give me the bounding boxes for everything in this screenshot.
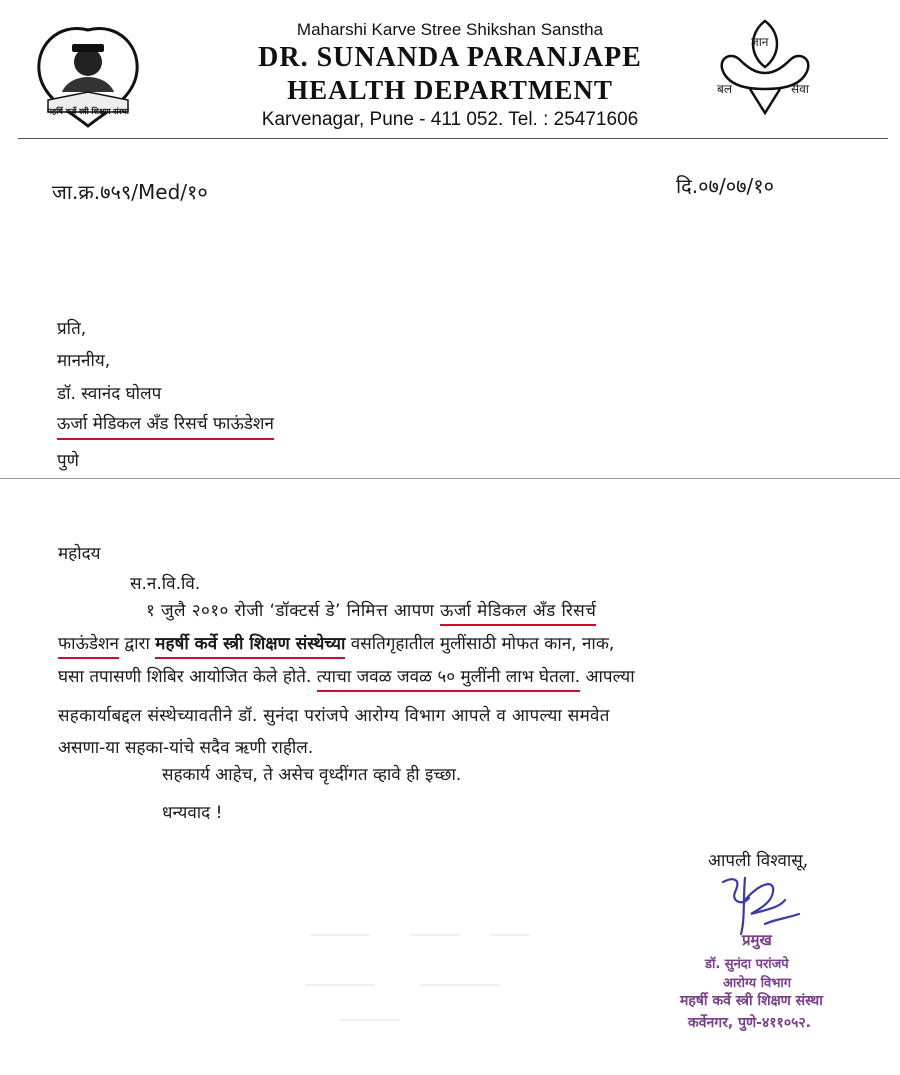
- organization-name: Maharshi Karve Stree Shikshan Sanstha: [296, 20, 604, 39]
- letter-date: दि.०७/०७/१०: [676, 174, 775, 198]
- recipient-name: डॉ. स्वानंद घोलप: [57, 384, 162, 404]
- body-line-2: [58, 631, 614, 654]
- stamp-title: प्रमुख: [742, 931, 772, 949]
- letterhead-divider: [18, 138, 888, 139]
- recipient-to: प्रति,: [57, 319, 87, 339]
- address-line: Karvenagar, Pune - 411 052. Tel. : 25471606: [261, 109, 639, 130]
- emblem-logo: [705, 15, 825, 120]
- reference-number: जा.क्र.७५९/Med/१०: [52, 180, 208, 204]
- greeting: स.न.वि.वि.: [130, 574, 201, 594]
- body-text: द्वारा: [118, 634, 156, 654]
- highlight-foundation-cont: फाऊंडेशन: [58, 634, 119, 659]
- highlight-beneficiaries: त्याचा जवळ जवळ ५० मुलींनी लाभ घेतला.: [317, 667, 580, 692]
- stamp-organization: महर्षी कर्वे स्त्री शिक्षण संस्था: [680, 993, 823, 1009]
- emblem-word-left: बल: [717, 82, 732, 96]
- body-text: घसा तपासणी शिबिर आयोजित केले होते.: [58, 667, 317, 687]
- emblem-word-top: ज्ञान: [751, 35, 769, 49]
- highlight-foundation: ऊर्जा मेडिकल अँड रिसर्च: [440, 601, 596, 626]
- body-wish: सहकार्य आहेच, ते असेच वृध्दींगत व्हावे ही इच्छा.: [162, 765, 462, 785]
- salutation: महोदय: [58, 544, 101, 564]
- body-line-5: असणा-या सहका-यांचे सदैव ऋणी राहील.: [58, 738, 314, 758]
- body-line-4: सहकार्याबद्दल संस्थेच्यावतीने डॉ. सुनंदा परांजपे आरोग्य विभाग आपले व आपल्या समवेत: [58, 706, 610, 726]
- recipient-city: पुणे: [57, 451, 79, 471]
- page-fold-line: [0, 478, 900, 479]
- stamp-department: आरोग्य विभाग: [723, 976, 792, 991]
- body-text: आपल्या: [580, 667, 635, 687]
- recipient-organization: ऊर्जा मेडिकल अँड रिसर्च फाऊंडेशन: [57, 411, 274, 440]
- body-text: वसतिगृहातील मुलींसाठी मोफत कान, नाक,: [345, 634, 615, 654]
- bleed-through-text: [300, 925, 560, 1039]
- highlight-institution: महर्षी कर्वे स्त्री शिक्षण संस्थेच्या: [155, 634, 345, 659]
- logo-caption: महर्षि कर्वे स्त्री शिक्षण संस्था: [47, 107, 129, 116]
- stamp-name: डॉ. सुनंदा परांजपे: [705, 957, 789, 972]
- body-line-3: [58, 664, 635, 687]
- body-line-1: [146, 598, 596, 621]
- body-text: १ जुलै २०१० रोजी ‘डॉक्टर्स डे’ निमित्त आपण: [146, 601, 441, 621]
- stamp-address: कर्वेनगर, पुणे-४११०५२.: [688, 1015, 811, 1031]
- recipient-honorific: माननीय,: [57, 351, 111, 371]
- letterhead-title: DR. SUNANDA PARANJAPE: [258, 42, 642, 73]
- body-thanks: धन्यवाद !: [162, 803, 223, 823]
- emblem-word-right: सेवा: [791, 82, 809, 96]
- closing-yours: आपली विश्वासू,: [708, 851, 809, 871]
- department-name: HEALTH DEPARTMENT: [287, 75, 613, 105]
